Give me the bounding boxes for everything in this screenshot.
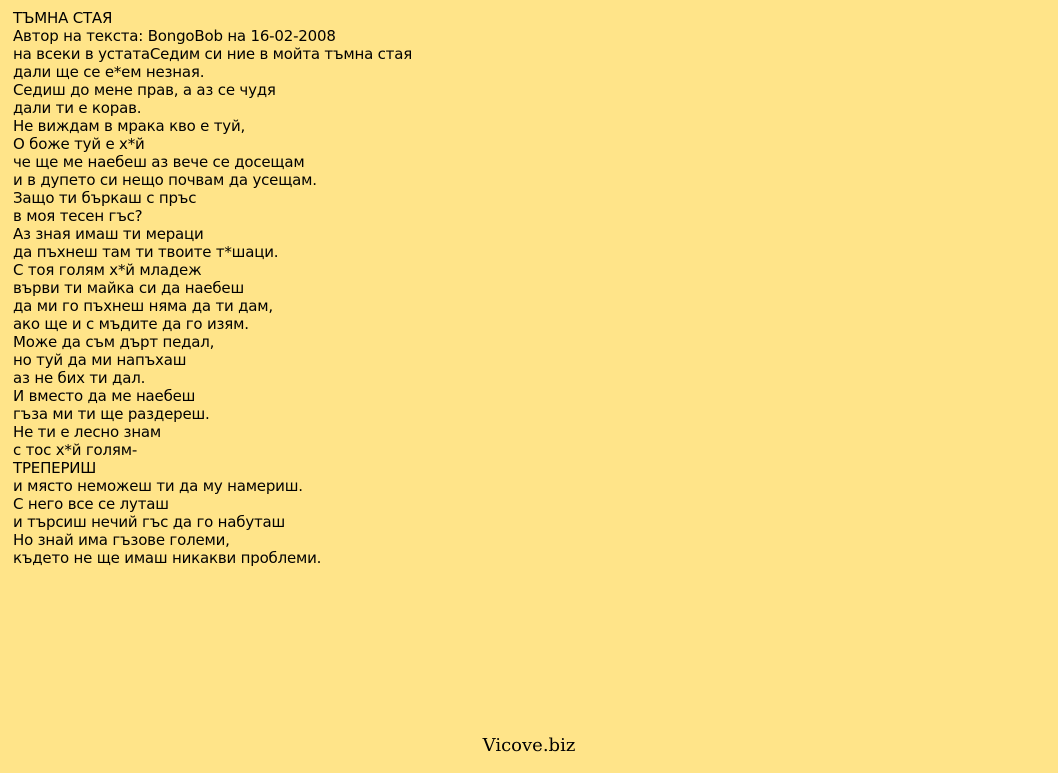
lyrics-line: О боже туй е х*й (13, 135, 145, 153)
lyrics-line: И вместо да ме наебеш (13, 387, 196, 405)
lyrics-line: да ми го пъхнеш няма да ти дам, (13, 297, 273, 315)
site-footer-link[interactable]: Vicove.biz (482, 735, 576, 756)
lyrics-line: Седиш до мене прав, а аз се чудя (13, 81, 276, 99)
lyrics-line: дали ще се е*ем незная. (13, 63, 205, 81)
lyrics-line: Може да съм дърт педал, (13, 333, 215, 351)
lyrics-line: Не виждам в мрака кво е туй, (13, 117, 246, 135)
lyrics-line: ако ще и с мъдите да го изям. (13, 315, 249, 333)
lyrics-line: аз не бих ти дал. (13, 369, 146, 387)
lyrics-body (13, 45, 412, 567)
lyrics-line: където не ще имаш никакви проблеми. (13, 549, 322, 567)
author-line: Автор на текста: BongoBob на 16-02-2008 (13, 27, 336, 45)
lyrics-line: в моя тесен гъс? (13, 207, 143, 225)
lyrics-line: С него все се луташ (13, 495, 169, 513)
lyrics-line: Аз зная имаш ти мераци (13, 225, 204, 243)
lyrics-line: с тос х*й голям- (13, 441, 138, 459)
lyrics-line: но туй да ми напъхаш (13, 351, 187, 369)
lyrics-line: върви ти майка си да наебеш (13, 279, 244, 297)
lyrics-line: и търсиш нечий гъс да го набуташ (13, 513, 286, 531)
lyrics-line: Защо ти бъркаш с пръс (13, 189, 197, 207)
page-title: ТЪМНА СТАЯ (13, 9, 113, 27)
lyrics-line: и място неможеш ти да му намериш. (13, 477, 303, 495)
lyrics-line: и в дупето си нещо почвам да усещам. (13, 171, 317, 189)
lyrics-line: дали ти е корав. (13, 99, 142, 117)
lyrics-line: че ще ме наебеш аз вече се досещам (13, 153, 305, 171)
lyrics-line: гъза ми ти ще раздереш. (13, 405, 210, 423)
lyrics-line: С тоя голям х*й младеж (13, 261, 202, 279)
lyrics-line: Не ти е лесно знам (13, 423, 162, 441)
lyrics-line: ТРЕПЕРИШ (13, 459, 97, 477)
lyrics-line: Но знай има гъзове големи, (13, 531, 230, 549)
lyrics-document (13, 9, 412, 567)
lyrics-line: на всеки в устатаСедим си ние в мойта тъмна стая (13, 45, 413, 63)
lyrics-line: да пъхнеш там ти твоите т*шаци. (13, 243, 279, 261)
